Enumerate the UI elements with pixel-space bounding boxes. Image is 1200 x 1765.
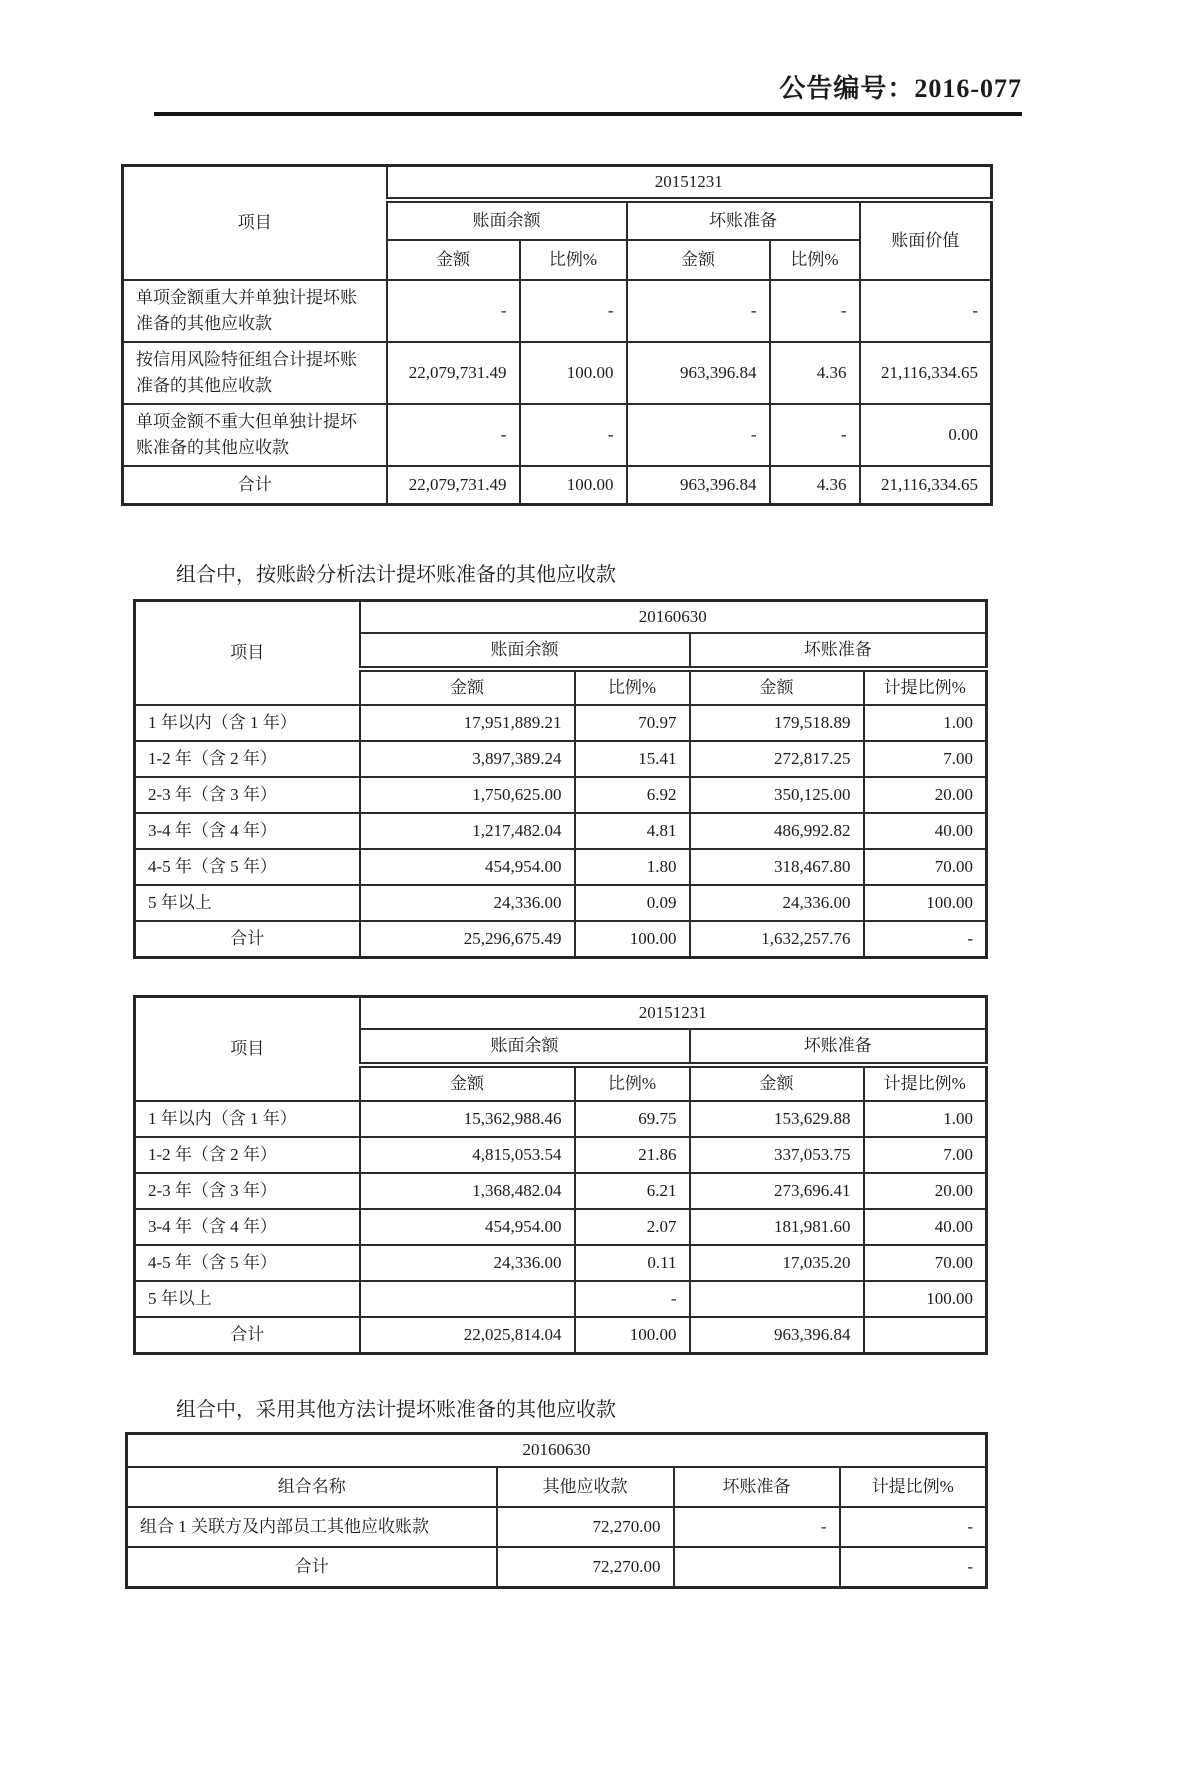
amount-cell: - [627, 404, 770, 466]
total-label-cell: 合计 [135, 921, 360, 957]
section-title-other-method: 组合中，采用其他方法计提坏账准备的其他应收款 [176, 1398, 616, 1421]
ratio-cell: 6.21 [575, 1173, 690, 1209]
ratio-cell: 4.36 [770, 342, 860, 404]
period-cell: 20160630 [360, 600, 987, 633]
amount-cell: 454,954.00 [360, 849, 575, 885]
amount-cell: 72,270.00 [497, 1507, 674, 1547]
doc-number: 公告编号：2016-077 [779, 74, 1022, 103]
row-label-cell: 5 年以上 [135, 885, 360, 921]
header-cell-amount: 金额 [360, 669, 575, 705]
amount-cell: 963,396.84 [627, 466, 770, 504]
row-label-cell: 1-2 年（含 2 年） [135, 1137, 360, 1173]
header-cell-book-balance: 账面余额 [360, 1029, 690, 1065]
table-row [135, 1173, 987, 1209]
amount-cell: 963,396.84 [690, 1317, 864, 1353]
row-label-cell: 单项金额不重大但单独计提坏账准备的其他应收款 [123, 404, 387, 466]
amount-cell: 24,336.00 [360, 885, 575, 921]
ratio-cell: 0.09 [575, 885, 690, 921]
table-row-total [135, 1317, 987, 1353]
header-cell-bad-debt-provision: 坏账准备 [690, 1029, 987, 1065]
header-cell-ratio: 比例% [770, 240, 860, 280]
table-row [135, 1101, 987, 1137]
ratio-cell: - [520, 280, 627, 342]
ratio-cell: - [575, 1281, 690, 1317]
table-row [135, 741, 987, 777]
row-label-cell: 3-4 年（含 4 年） [135, 813, 360, 849]
header-rule [154, 112, 1022, 116]
amount-cell: 337,053.75 [690, 1137, 864, 1173]
table-row [127, 1433, 987, 1467]
amount-cell: 963,396.84 [627, 342, 770, 404]
header-cell-provision-ratio: 计提比例% [864, 1065, 987, 1101]
ratio-cell: 2.07 [575, 1209, 690, 1245]
amount-cell: 22,079,731.49 [387, 466, 520, 504]
row-label-cell: 组合 1 关联方及内部员工其他应收账款 [127, 1507, 497, 1547]
header-cell-amount: 金额 [690, 1065, 864, 1101]
header-cell-ratio: 比例% [520, 240, 627, 280]
amount-cell: 25,296,675.49 [360, 921, 575, 957]
header-cell-bad-debt-provision: 坏账准备 [674, 1467, 840, 1507]
ratio-cell: 100.00 [575, 1317, 690, 1353]
header-cell-group-name: 组合名称 [127, 1467, 497, 1507]
ratio-cell: 100.00 [520, 466, 627, 504]
table-row [135, 705, 987, 741]
row-label-cell: 单项金额重大并单独计提坏账准备的其他应收款 [123, 280, 387, 342]
provision-ratio-cell: 20.00 [864, 777, 987, 813]
header-cell-amount: 金额 [360, 1065, 575, 1101]
header-cell-ratio: 比例% [575, 669, 690, 705]
row-label-cell: 2-3 年（含 3 年） [135, 777, 360, 813]
amount-cell: 17,035.20 [690, 1245, 864, 1281]
amount-cell: 22,079,731.49 [387, 342, 520, 404]
provision-ratio-cell: 1.00 [864, 1101, 987, 1137]
table-row [135, 1281, 987, 1317]
amount-cell: - [627, 280, 770, 342]
amount-cell: 1,632,257.76 [690, 921, 864, 957]
header-cell-item: 项目 [135, 600, 360, 705]
table-row [135, 813, 987, 849]
provision-ratio-cell: 40.00 [864, 813, 987, 849]
ratio-cell: 1.80 [575, 849, 690, 885]
provision-ratio-cell: 40.00 [864, 1209, 987, 1245]
ratio-cell: 0.11 [575, 1245, 690, 1281]
header-cell-provision-ratio: 计提比例% [864, 669, 987, 705]
book-value-cell: 0.00 [860, 404, 992, 466]
provision-ratio-cell: 1.00 [864, 705, 987, 741]
table-row [123, 404, 992, 466]
amount-cell: 1,217,482.04 [360, 813, 575, 849]
provision-ratio-cell: - [864, 921, 987, 957]
provision-ratio-cell: 100.00 [864, 1281, 987, 1317]
amount-cell: - [387, 280, 520, 342]
provision-ratio-cell: 70.00 [864, 849, 987, 885]
period-cell: 20151231 [360, 996, 987, 1029]
table-row [135, 1137, 987, 1173]
amount-cell: 1,368,482.04 [360, 1173, 575, 1209]
amount-cell [360, 1281, 575, 1317]
amount-cell: 486,992.82 [690, 813, 864, 849]
amount-cell: 318,467.80 [690, 849, 864, 885]
header-cell-bad-debt-provision: 坏账准备 [690, 633, 987, 669]
row-label-cell: 4-5 年（含 5 年） [135, 1245, 360, 1281]
amount-cell: 3,897,389.24 [360, 741, 575, 777]
header-cell-book-balance: 账面余额 [360, 633, 690, 669]
amount-cell: 24,336.00 [690, 885, 864, 921]
ratio-cell: - [770, 404, 860, 466]
table-aging-20151231 [133, 995, 988, 1355]
table-row-total [127, 1547, 987, 1587]
total-label-cell: 合计 [127, 1547, 497, 1587]
table-row [135, 1245, 987, 1281]
table-provision-by-category-20151231 [121, 164, 993, 506]
table-row [127, 1507, 987, 1547]
header-cell-amount: 金额 [387, 240, 520, 280]
table-row [135, 849, 987, 885]
row-label-cell: 5 年以上 [135, 1281, 360, 1317]
ratio-cell: 100.00 [575, 921, 690, 957]
amount-cell: 181,981.60 [690, 1209, 864, 1245]
row-label-cell: 1 年以内（含 1 年） [135, 705, 360, 741]
provision-cell [674, 1547, 840, 1587]
table-row [123, 342, 992, 404]
amount-cell: 1,750,625.00 [360, 777, 575, 813]
amount-cell: 273,696.41 [690, 1173, 864, 1209]
ratio-cell: 4.81 [575, 813, 690, 849]
header-cell-other-receivables: 其他应收款 [497, 1467, 674, 1507]
amount-cell: 17,951,889.21 [360, 705, 575, 741]
document-page [0, 68, 1200, 1765]
amount-cell: 454,954.00 [360, 1209, 575, 1245]
book-value-cell: 21,116,334.65 [860, 466, 992, 504]
amount-cell: 153,629.88 [690, 1101, 864, 1137]
period-cell: 20160630 [127, 1433, 987, 1467]
table-row [135, 600, 987, 633]
header-cell-bad-debt-provision: 坏账准备 [627, 200, 860, 240]
table-row [135, 996, 987, 1029]
total-label-cell: 合计 [135, 1317, 360, 1353]
provision-ratio-cell [864, 1317, 987, 1353]
provision-ratio-cell: 100.00 [864, 885, 987, 921]
row-label-cell: 2-3 年（含 3 年） [135, 1173, 360, 1209]
provision-ratio-cell: - [840, 1547, 987, 1587]
amount-cell: - [387, 404, 520, 466]
provision-ratio-cell: 7.00 [864, 1137, 987, 1173]
amount-cell: 350,125.00 [690, 777, 864, 813]
header-cell-book-balance: 账面余额 [387, 200, 627, 240]
provision-ratio-cell: 70.00 [864, 1245, 987, 1281]
provision-ratio-cell: - [840, 1507, 987, 1547]
table-row [135, 885, 987, 921]
table-row-total [135, 921, 987, 957]
ratio-cell: 69.75 [575, 1101, 690, 1137]
ratio-cell: 4.36 [770, 466, 860, 504]
book-value-cell: - [860, 280, 992, 342]
header-cell-book-value: 账面价值 [860, 200, 992, 280]
amount-cell: 22,025,814.04 [360, 1317, 575, 1353]
table-aging-20160630 [133, 599, 988, 959]
table-row [123, 166, 992, 201]
table-row [127, 1467, 987, 1507]
provision-ratio-cell: 20.00 [864, 1173, 987, 1209]
provision-ratio-cell: 7.00 [864, 741, 987, 777]
ratio-cell: 70.97 [575, 705, 690, 741]
row-label-cell: 3-4 年（含 4 年） [135, 1209, 360, 1245]
amount-cell: 272,817.25 [690, 741, 864, 777]
amount-cell [690, 1281, 864, 1317]
table-row [123, 280, 992, 342]
table-other-method-20160630 [125, 1432, 988, 1589]
ratio-cell: 15.41 [575, 741, 690, 777]
amount-cell: 24,336.00 [360, 1245, 575, 1281]
amount-cell: 15,362,988.46 [360, 1101, 575, 1137]
row-label-cell: 1 年以内（含 1 年） [135, 1101, 360, 1137]
table-row [135, 1209, 987, 1245]
ratio-cell: 6.92 [575, 777, 690, 813]
ratio-cell: - [520, 404, 627, 466]
header-cell-item: 项目 [135, 996, 360, 1101]
table-row [135, 777, 987, 813]
ratio-cell: - [770, 280, 860, 342]
period-cell: 20151231 [387, 166, 992, 201]
provision-cell: - [674, 1507, 840, 1547]
amount-cell: 179,518.89 [690, 705, 864, 741]
header-cell-ratio: 比例% [575, 1065, 690, 1101]
book-value-cell: 21,116,334.65 [860, 342, 992, 404]
header-cell-provision-ratio: 计提比例% [840, 1467, 987, 1507]
section-title-aging: 组合中，按账龄分析法计提坏账准备的其他应收款 [176, 563, 616, 586]
row-label-cell: 按信用风险特征组合计提坏账准备的其他应收款 [123, 342, 387, 404]
amount-cell: 72,270.00 [497, 1547, 674, 1587]
ratio-cell: 21.86 [575, 1137, 690, 1173]
header-cell-item: 项目 [123, 166, 387, 281]
amount-cell: 4,815,053.54 [360, 1137, 575, 1173]
ratio-cell: 100.00 [520, 342, 627, 404]
total-label-cell: 合计 [123, 466, 387, 504]
row-label-cell: 4-5 年（含 5 年） [135, 849, 360, 885]
row-label-cell: 1-2 年（含 2 年） [135, 741, 360, 777]
header-cell-amount: 金额 [690, 669, 864, 705]
table-row-total [123, 466, 992, 504]
header-cell-amount: 金额 [627, 240, 770, 280]
